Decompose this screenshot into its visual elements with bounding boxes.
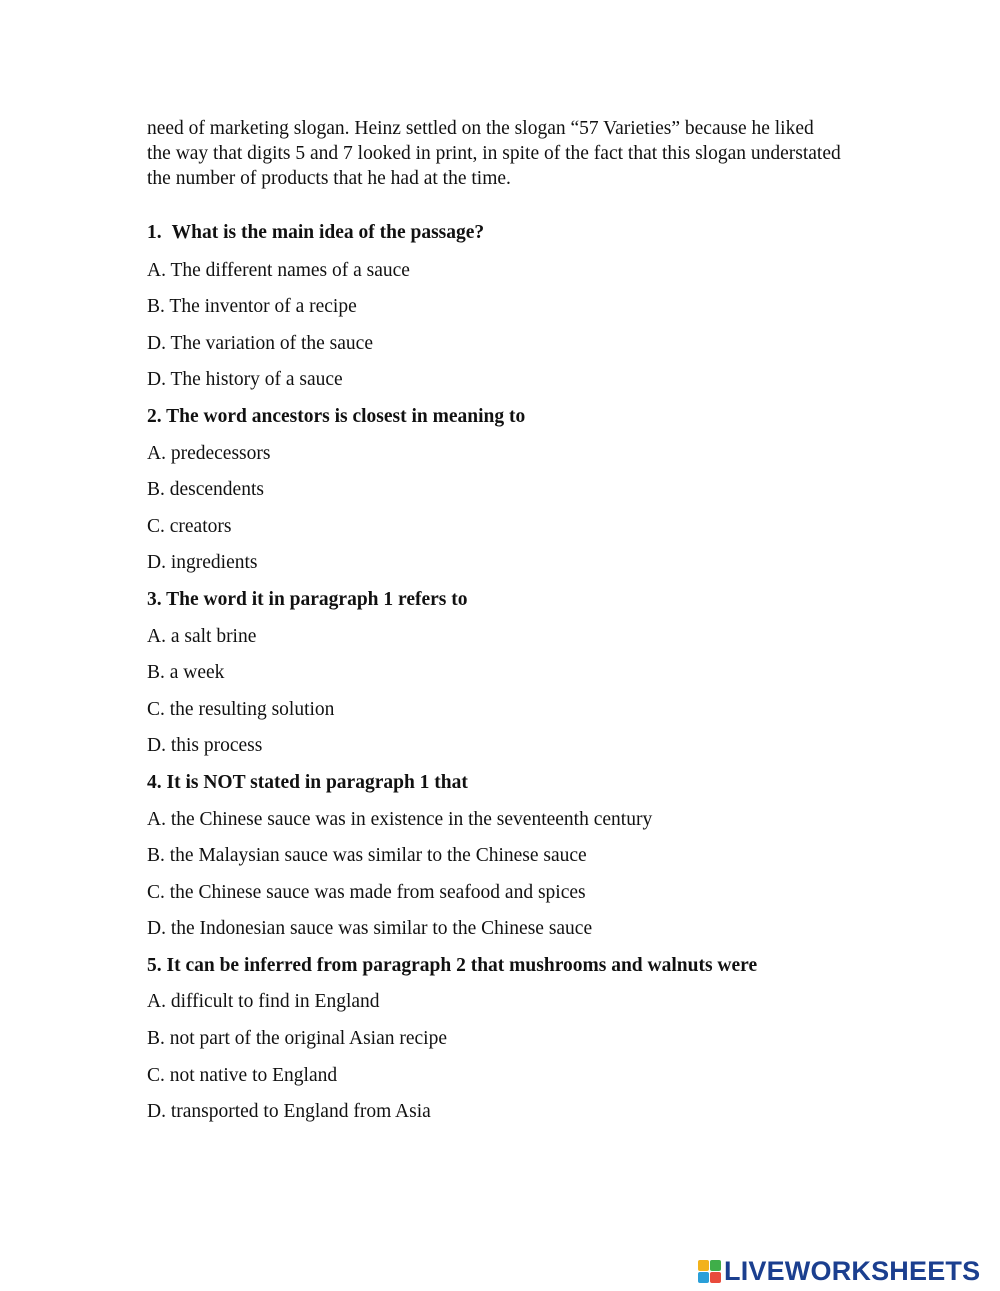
logo-square-icon <box>698 1260 709 1271</box>
answer-option[interactable]: D. ingredients <box>147 552 258 574</box>
question-heading <box>147 582 947 619</box>
answer-option[interactable]: C. the Chinese sauce was made from seafood and spices <box>147 881 586 903</box>
answer-option[interactable]: B. a week <box>147 662 225 684</box>
question-block-4 <box>147 765 947 948</box>
answer-option[interactable]: B. descendents <box>147 479 264 501</box>
answer-option[interactable]: C. not native to England <box>147 1064 338 1086</box>
question-number: 5. <box>147 954 162 976</box>
logo-square-icon <box>710 1272 721 1283</box>
answer-option[interactable]: A. predecessors <box>147 442 271 464</box>
answer-option[interactable]: B. The inventor of a recipe <box>147 296 357 318</box>
question-text: What is the main idea of the passage? <box>171 222 485 243</box>
answer-option[interactable]: A. a salt brine <box>147 625 257 647</box>
question-block-3 <box>147 582 947 765</box>
question-number: 3. <box>147 588 162 610</box>
question-block-2 <box>147 399 947 582</box>
answer-option[interactable]: B. not part of the original Asian recipe <box>147 1028 448 1050</box>
question-text: The word ancestors is closest in meaning to <box>166 405 526 427</box>
question-number: 2. <box>147 405 162 427</box>
logo-square-icon <box>710 1260 721 1271</box>
question-list <box>147 215 947 1131</box>
question-block-5 <box>147 948 947 1131</box>
question-text: The word it in paragraph 1 refers to <box>166 588 468 610</box>
question-heading <box>147 948 947 985</box>
answer-option[interactable]: D. the Indonesian sauce was similar to the Chinese sauce <box>147 918 593 940</box>
answer-option[interactable]: A. The different names of a sauce <box>147 259 410 281</box>
question-heading <box>147 399 947 436</box>
logo-square-icon <box>698 1272 709 1283</box>
liveworksheets-logo <box>698 1256 980 1286</box>
logo-grid-icon <box>698 1260 721 1283</box>
answer-option[interactable]: A. difficult to find in England <box>147 991 380 1013</box>
answer-option[interactable]: B. the Malaysian sauce was similar to the Chinese sauce <box>147 845 587 867</box>
question-heading <box>147 765 947 802</box>
passage-line: the number of products that he had at the time. <box>147 167 511 189</box>
answer-option[interactable]: C. creators <box>147 515 232 537</box>
question-number: 4. <box>147 771 162 793</box>
answer-option[interactable]: C. the resulting solution <box>147 698 335 720</box>
passage-continuation <box>147 117 887 191</box>
question-block-1 <box>147 215 947 399</box>
answer-option[interactable]: D. this process <box>147 735 263 757</box>
answer-option[interactable]: A. the Chinese sauce was in existence in the seventeenth century <box>147 808 653 830</box>
answer-option[interactable]: D. transported to England from Asia <box>147 1101 431 1123</box>
passage-line: the way that digits 5 and 7 looked in print, in spite of the fact that this slogan understated <box>147 142 841 164</box>
question-text: It can be inferred from paragraph 2 that mushrooms and walnuts were <box>166 954 758 976</box>
answer-option[interactable]: D. The variation of the sauce <box>147 332 373 354</box>
answer-option[interactable]: D. The history of a sauce <box>147 369 343 391</box>
question-text: It is NOT stated in paragraph 1 that <box>166 771 468 793</box>
logo-text: LIVEWORKSHEETS <box>724 1256 981 1286</box>
passage-line: need of marketing slogan. Heinz settled on the slogan “57 Varieties” because he liked <box>147 118 814 139</box>
question-number: 1. <box>147 222 162 243</box>
question-heading <box>147 215 947 252</box>
